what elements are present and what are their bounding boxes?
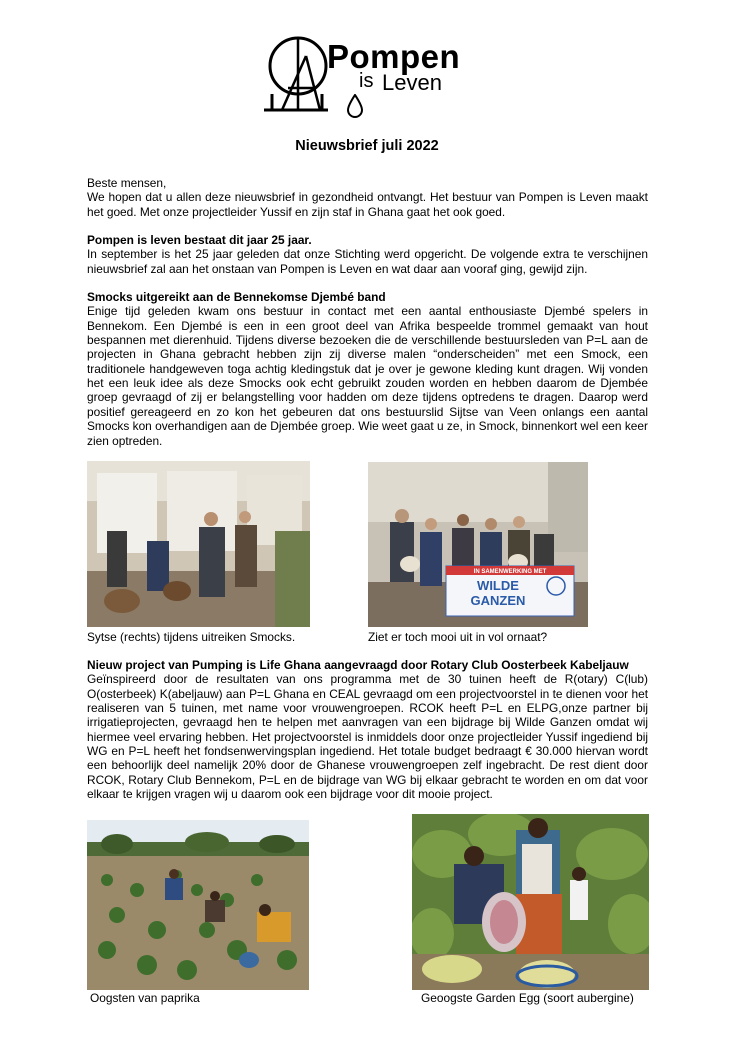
text-block-bottom <box>87 658 648 801</box>
text-block-top <box>87 176 648 448</box>
logo-name: Pompen <box>327 38 461 75</box>
photo2-caption: Ziet er toch mooi uit in vol ornaat? <box>368 630 548 644</box>
newsletter-title: Nieuwsbrief juli 2022 <box>295 138 439 154</box>
intro-paragraph: We hopen dat u allen deze nieuwsbrief in gezondheid ontvangt. Het bestuur van Pompen is Leven maakt het goed. Met onze projectleider Yussif en zijn staf in Ghana gaat het ook goed. <box>87 190 648 219</box>
water-drop-icon <box>346 94 364 118</box>
photo1-caption: Sytse (rechts) tijdens uitreiken Smocks. <box>87 630 296 644</box>
photo-garden-egg-harvest <box>412 814 649 990</box>
banner-line1: IN SAMENWERKING MET <box>473 569 547 575</box>
section2-paragraph: Enige tijd geleden kwam ons bestuur in contact met een aantal enthousiaste Djembé spelers in Bennekom. Een Djembé is een in een groot deel van Afrika bespeelde trommel gemaakt van hout bespannen met dierenhuid. Tijdens diverse bezoeken die de verschillende bestuursleden van P=L aan de projecten in Ghana gebracht hebben zijn zij diverse malen “onderscheiden” met een Smock, een traditionele handgeweven toga achtig kledingstuk dat je over je gewone kleding kunt dragen. Wij vonden het een leuk idee als deze Smocks ook echt gebruikt zouden worden en hebben daarom de Djembée groep gevraagd of zij er belangstelling voor hadden om deze tijdens optredens te dragen. Daarop werd positief gereageerd en zo kon het gebeuren dat ons bestuurslid Sijtse van Veen onlangs een aantal Smocks kon overhandigen aan de Djembée groep. Wie weet gaat u ze, in Smock, binnenkort wel een keer zien optreden. <box>87 304 648 448</box>
greeting: Beste mensen, <box>87 176 167 190</box>
section1-paragraph: In september is het 25 jaar geleden dat onze Stichting werd opgericht. De volgende extra te verschijnen nieuwsbrief zal aan het onstaan van Pompen is Leven en wat daar aan vooraf ging, gewijd zijn. <box>87 247 648 276</box>
logo-leven: Leven <box>382 70 442 95</box>
section1-heading: Pompen is leven bestaat dit jaar 25 jaar. <box>87 233 312 248</box>
photo-djembe-group <box>368 462 588 627</box>
section3-paragraph: Geïnspireerd door de resultaten van ons programma met de 30 tuinen heeft de R(otary) C(lub) O(osterbeek) K(abeljauw) aan P=L Ghana en CEAL gevraagd om een projectvoorstel in te dienen voor het realiseren van 5 tuinen, met name voor vrouwengroepen. RCOK heeft P=L en ELPG,onze partner bij irrigatieprojecten, gevraagd hen te helpen met aanvragen van een bijdrage bij Wilde Ganzen omdat wij hiermee veel ervaring hebben. Het projectvoorstel is inmiddels door onze projectleider Yussif ingediend bij WG en P=L heeft het fondsenwervingsplan ingediend. Het totale budget bedraagt € 30.000 hiervan wordt een behoorlijk deel namelijk 20% door de Ghanese vrouwengroepen zelf ingebracht. De rest dient door RCOK, Rotary Club Bennekom, P=L en de bijdrage van WG bij elkaar gebracht te worden en om dat voor elkaar te krijgen vragen wij u daarom ook een bijdrage voor dit mooie project. <box>87 672 648 802</box>
photo3-caption: Oogsten van paprika <box>90 991 200 1005</box>
photo-smocks-handover <box>87 461 310 627</box>
section2-heading: Smocks uitgereikt aan de Bennekomse Djembé band <box>87 290 386 305</box>
logo-is: is <box>359 70 374 92</box>
pompen-is-leven-logo <box>262 34 482 120</box>
section3-heading: Nieuw project van Pumping is Life Ghana aangevraagd door Rotary Club Oosterbeek Kabeljauw <box>87 658 629 672</box>
pump-wheel-icon <box>262 34 332 120</box>
banner-line3: GANZEN <box>470 593 526 608</box>
banner-line2: WILDE <box>477 578 519 593</box>
photo4-caption: Geoogste Garden Egg (soort aubergine) <box>421 991 634 1005</box>
photo-paprika-harvest <box>87 820 309 990</box>
